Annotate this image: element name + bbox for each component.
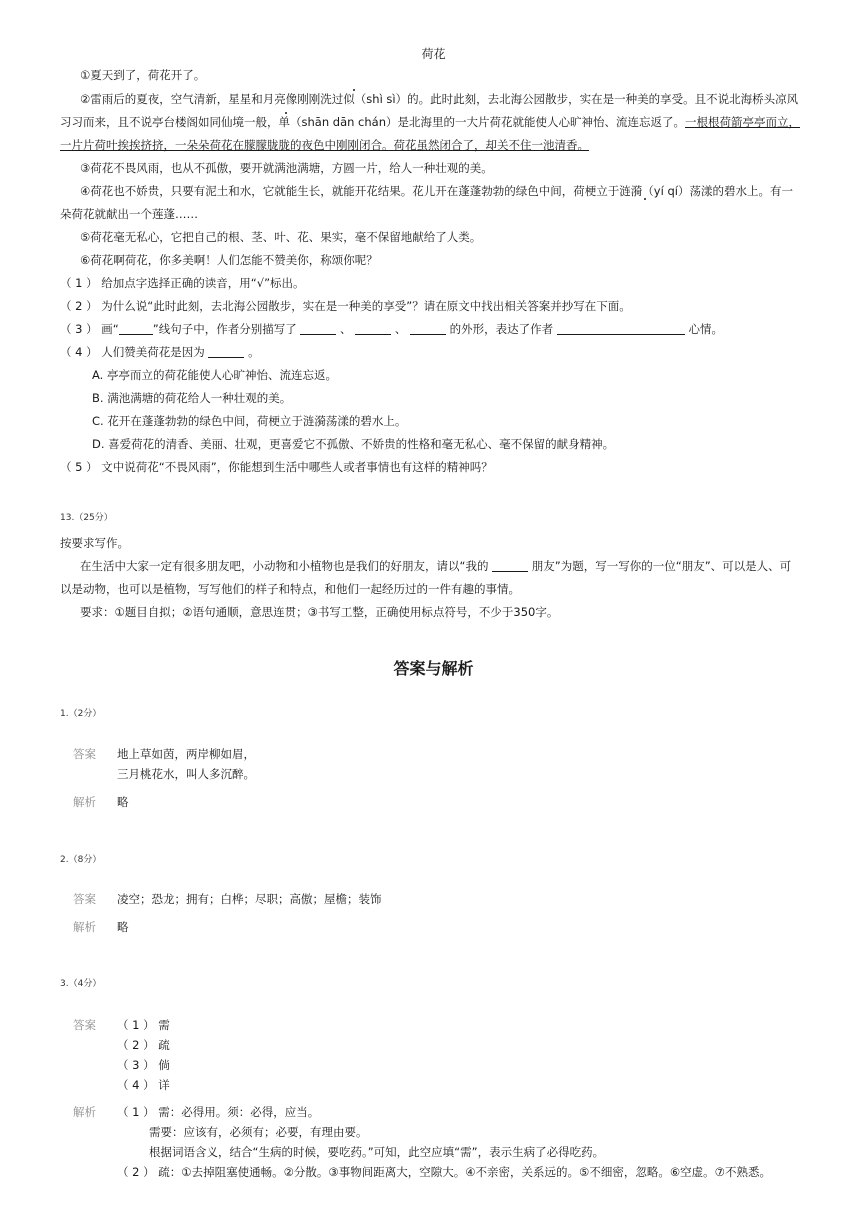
question-5: （ 5 ） 文中说荷花“不畏风雨”，你能想到生活中哪些人或者事情也有这样的精神吗？ <box>60 460 493 474</box>
option-b[interactable]: B. 满池满塘的荷花给人一种壮观的美。 <box>92 391 292 405</box>
answer-blank[interactable] <box>492 559 528 572</box>
answer-blank[interactable] <box>208 345 244 358</box>
paragraph-5: ⑤荷花毫无私心，它把自己的根、茎、叶、花、果实，毫不保留地献给了人类。 <box>80 230 482 244</box>
answer-blank[interactable] <box>557 322 685 335</box>
question-4 <box>60 344 260 360</box>
separator: 、 <box>394 322 407 336</box>
passage-title: 荷花 <box>421 47 446 61</box>
answer-2-analysis: 略 <box>117 920 129 934</box>
paragraph-2-line-1: ②雷雨后的夏夜，空气清新，星星和月亮像刚刚洗过似（shì sì）的。此时此刻，去北海公园散步，实在是一种美的享受。且不说北海桥头凉风 <box>80 92 799 106</box>
answer-3-item-3: （ 3 ） 倘 <box>117 1058 170 1072</box>
paragraph-4-line-2: 朵荷花就献出一个莲蓬…… <box>60 207 198 221</box>
answer-3-analysis-1-line-3: 根据词语含义，结合“生病的时候，要吃药。”可知，此空应填“需”，表示生病了必得吃药。 <box>149 1145 605 1159</box>
answer-3-analysis-1: （ 1 ） 需：必得用。须：必得，应当。 <box>117 1105 320 1119</box>
question-2: （ 2 ） 为什么说“此时此刻，去北海公园散步，实在是一种美的享受”？请在原文中找出相关答案并抄写在下面。 <box>60 299 631 313</box>
answer-1-header: 1.（2分） <box>60 709 102 719</box>
paragraph-4-line-1: ④荷花也不娇贵，只要有泥土和水，它就能生长，就能开花结果。花儿开在蓬蓬勃勃的绿色中间，荷梗立于涟漪（yí qí）荡漾的碧水上。有一 <box>80 184 793 198</box>
question-13-text: 在生活中大家一定有很多朋友吧，小动物和小植物也是我们的好朋友，请以“我的 <box>80 559 489 573</box>
answer-label: 答案 <box>73 747 96 761</box>
answer-1-line-2: 三月桃花水，叫人多沉醉。 <box>117 767 255 781</box>
emphasis-dot <box>285 112 287 114</box>
answer-label: 答案 <box>73 892 96 906</box>
question-13-line-1 <box>80 558 791 574</box>
underlined-sentence: 一根根荷箭亭亭而立， <box>685 115 801 129</box>
answer-blank[interactable] <box>355 322 391 335</box>
analysis-label: 解析 <box>73 920 96 934</box>
analysis-label: 解析 <box>73 1105 96 1119</box>
answer-label: 答案 <box>73 1018 96 1032</box>
separator: 、 <box>340 322 352 336</box>
blank-line <box>119 322 153 335</box>
option-c[interactable]: C. 花开在蓬蓬勃勃的绿色中间，荷梗立于涟漪荡漾的碧水上。 <box>92 414 407 428</box>
question-3 <box>60 321 723 337</box>
question-13-requirements: 要求：①题目自拟；②语句通顺，意思连贯；③书写工整，正确使用标点符号，不少于350字。 <box>80 605 559 619</box>
question-4-text: （ 4 ） 人们赞美荷花是因为 <box>60 345 205 359</box>
answer-1-line-1: 地上草如茵，两岸柳如眉， <box>117 747 255 761</box>
paragraph-2-line-2 <box>60 114 800 130</box>
option-a[interactable]: A. 亭亭而立的荷花能使人心旷神怡、流连忘返。 <box>92 368 337 382</box>
answer-3-analysis-1-line-2: 需要：应该有，必须有；必要，有理由要。 <box>149 1125 368 1139</box>
paragraph-2-line-3: 一片片荷叶挨挨挤挤，一朵朵荷花在朦朦胧胧的夜色中刚刚闭合。荷花虽然闭合了，却关不住一池清香。 <box>60 138 589 152</box>
question-13-header: 13.（25分） <box>60 513 113 523</box>
paragraph-6: ⑥荷花啊荷花，你多美啊！人们怎能不赞美你，称颂你呢？ <box>80 253 378 267</box>
option-d[interactable]: D. 喜爱荷花的清香、美丽、壮观，更喜爱它不孤傲、不娇贵的性格和毫无私心、毫不保留的献身精神。 <box>92 437 615 451</box>
analysis-label: 解析 <box>73 795 96 809</box>
answer-2-header: 2.（8分） <box>60 855 102 865</box>
question-4-text: 。 <box>248 345 260 359</box>
paragraph-1: ①夏天到了，荷花开了。 <box>80 68 206 82</box>
answer-3-item-1: （ 1 ） 需 <box>117 1018 170 1032</box>
paragraph-2-text: 习习而来，且不说亭台楼阁如同仙境一般，单（shān dān chán）是北海里的一大片荷花就能使人心旷神怡、流连忘返了。 <box>60 115 686 129</box>
question-3-text: ”线句子中，作者分别描写了 <box>152 322 297 336</box>
answer-3-item-2: （ 2 ） 疏 <box>117 1038 170 1052</box>
answers-heading: 答案与解析 <box>393 659 474 678</box>
answer-3-analysis-2: （ 2 ） 疏：①去掉阻塞使通畅。②分散。③事物间距离大，空隙大。④不亲密，关系远的。⑤不细密，忽略。⑥空虚。⑦不熟悉。 <box>117 1165 771 1179</box>
question-3-text: 的外形，表达了作者 <box>449 322 554 336</box>
paragraph-3: ③荷花不畏风雨，也从不孤傲，要开就满池满塘，方圆一片，给人一种壮观的美。 <box>80 161 493 175</box>
emphasis-dot <box>644 198 646 200</box>
answer-2-text: 凌空；恐龙；拥有；白桦；尽职；高傲；屋檐；装饰 <box>117 892 382 906</box>
answer-3-header: 3.（4分） <box>60 979 102 989</box>
question-13-line-2: 以是动物，也可以是植物，写写他们的样子和特点，和他们一起经历过的一件有趣的事情。 <box>60 582 520 596</box>
question-13-intro: 按要求写作。 <box>60 536 129 550</box>
question-3-text: （ 3 ） 画“ <box>60 322 119 336</box>
answer-1-analysis: 略 <box>117 795 129 809</box>
question-3-text: 心情。 <box>688 322 723 336</box>
answer-3-item-4: （ 4 ） 详 <box>117 1078 170 1092</box>
answer-blank[interactable] <box>410 322 446 335</box>
question-13-text: 朋友”为题，写一写你的一位“朋友”、可以是人、可 <box>531 559 792 573</box>
emphasis-dot <box>353 89 355 91</box>
question-1: （ 1 ） 给加点字选择正确的读音，用“√”标出。 <box>60 276 305 290</box>
answer-blank[interactable] <box>300 322 336 335</box>
